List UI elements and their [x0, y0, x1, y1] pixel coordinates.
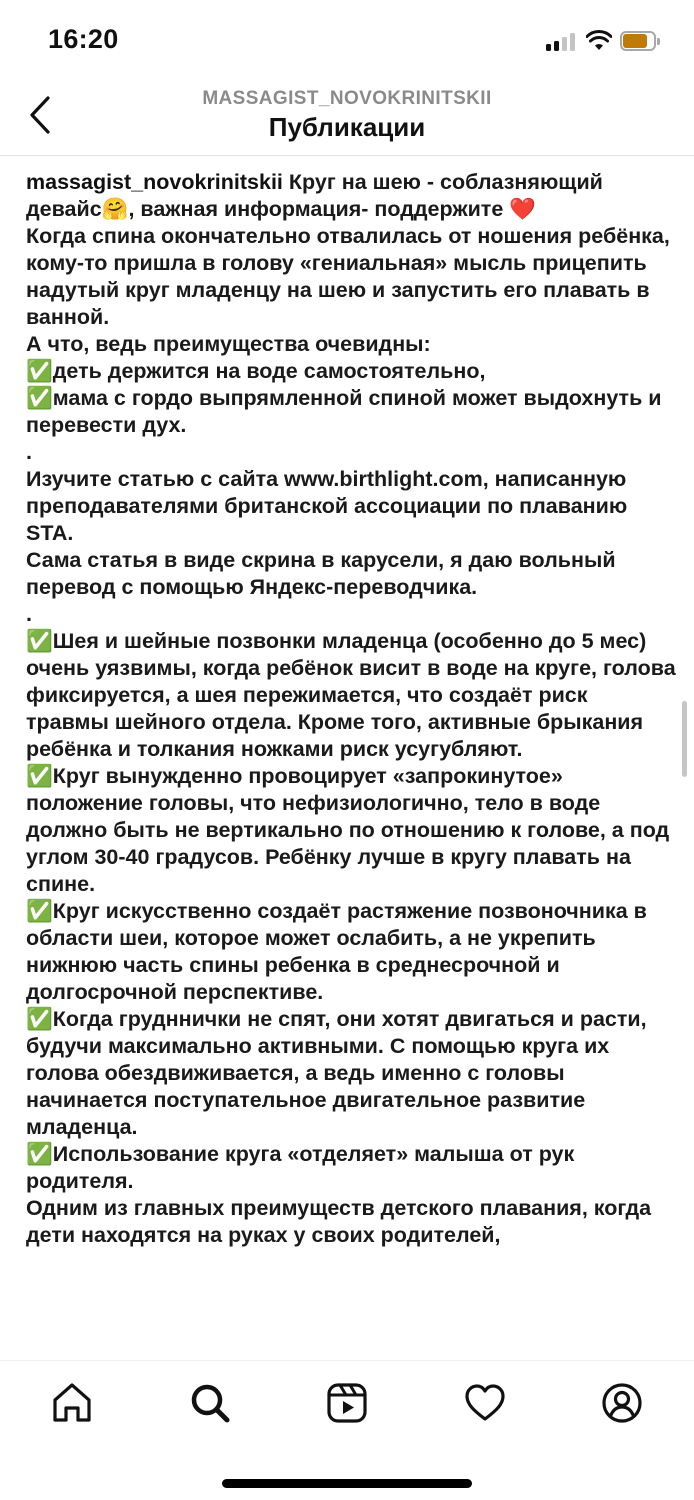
post-username[interactable]: massagist_novokrinitskii [26, 170, 283, 194]
header [0, 80, 694, 156]
nav-search-button[interactable] [188, 1381, 232, 1425]
home-icon [50, 1381, 94, 1425]
status-bar [0, 0, 694, 80]
home-indicator[interactable] [222, 1479, 472, 1488]
caption-text: Круг на шею - соблазняющий девайс🤗, важная информация- поддержите ❤️ Когда спина окончательно отвалилась от ношения ребёнка, кому-то пришла в голову «гениальная» мысль прицепить надутый круг младенцу на шею и запустить его плавать в ванной. А что, ведь преимущества очевидны: ✅деть держится на воде самостоятельно, ✅мама с гордо выпрямленной спиной может выдохнуть и перевести дух. . Изучите статью с сайта www.birthlight.com, написанную преподавателями британской ассоциации по плаванию STA. Сама статья в виде скрина в карусели, я даю вольный перевод с помощью Яндекс-переводчика. . ✅Шея и шейные позвонки младенца (особенно до 5 мес) очень уязвимы, когда ребёнок висит в воде на круге, голова фиксируется, а шея пережимается, что создаёт риск травмы шейного отдела. Кроме того, активные брыкания ребёнка и толкания ножками риск усугубляют. ✅Круг вынужденно провоцирует «запрокинутое» положение головы, что нефизиологично, тело в воде должно быть не вертикально по отношению к голове, а под углом 30-40 градусов. Ребёнку лучше в кругу плавать на спине. ✅Круг искусственно создаёт растяжение позвоночника в области шеи, которое может ослабить, а не укрепить нижнюю часть спины ребенка в среднесрочной и долгосрочной перспективе. ✅Когда грудннички не спят, они хотят двигаться и расти, будучи максимально активными. С помощью круга их голова обездвиживается, а ведь именно с головы начинается поступательное двигательное развитие младенца. ✅Использование круга «отделяет» малыша от рук родителя. Одним из главных преимуществ детского плавания, когда дети находятся на руках у своих родителей, [26, 170, 676, 1247]
account-name[interactable]: MASSAGIST_NOVOKRINITSKII [202, 88, 492, 109]
search-icon [188, 1381, 232, 1425]
heart-icon [463, 1381, 507, 1425]
reels-icon [325, 1381, 369, 1425]
cellular-signal-icon [546, 33, 578, 51]
scrollbar[interactable] [682, 701, 687, 777]
profile-icon [600, 1381, 644, 1425]
nav-activity-button[interactable] [463, 1381, 507, 1425]
nav-reels-button[interactable] [325, 1381, 369, 1425]
post-caption [26, 169, 676, 1249]
bottom-nav [0, 1360, 694, 1500]
nav-home-button[interactable] [50, 1381, 94, 1425]
status-time: 16:20 [48, 24, 119, 54]
battery-icon [620, 31, 660, 51]
wifi-icon [586, 30, 612, 52]
nav-profile-button[interactable] [600, 1381, 644, 1425]
page-title: Публикации [268, 112, 426, 142]
post-content [0, 157, 694, 1360]
